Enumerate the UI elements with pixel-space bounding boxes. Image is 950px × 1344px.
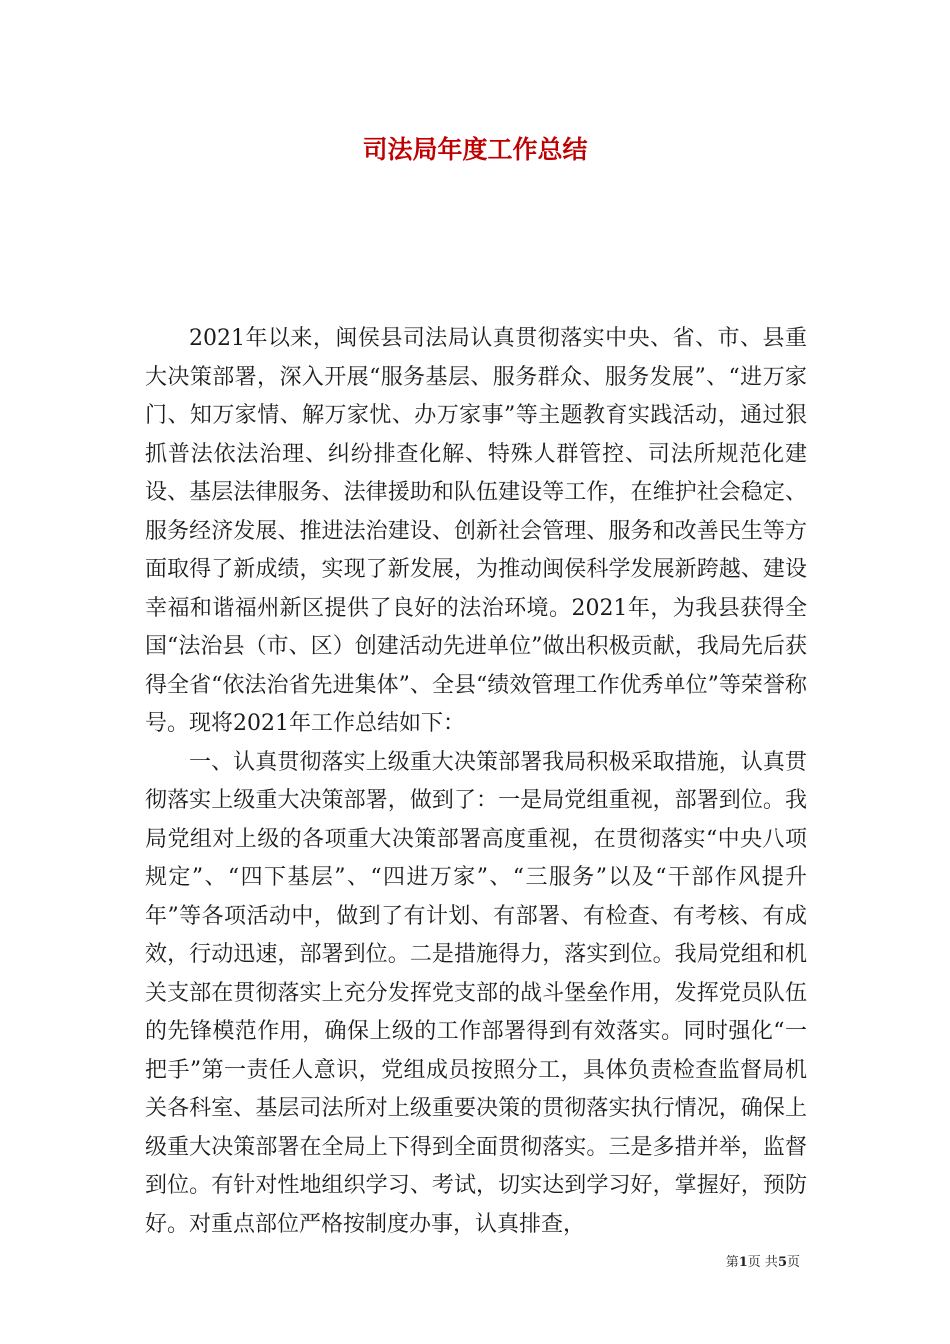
document-title: 司法局年度工作总结 (362, 135, 588, 164)
footer-total-pages: 5 (777, 1255, 787, 1270)
page-number-footer (726, 1251, 800, 1270)
footer-middle: 页 共 (747, 1255, 778, 1270)
footer-suffix: 页 (786, 1255, 800, 1270)
paragraph-intro: 2021年以来，闽侯县司法局认真贯彻落实中央、省、市、县重大决策部署，深入开展“服务基层、服务群众、服务发展”、“进万家门、知万家情、解万家忧、办万家事”等主题教育实践活动，通过狠抓普法依法治理、纠纷排查化解、特殊人群管控、司法所规范化建设、基层法律服务、法律援助和队伍建设等工作，在维护社会稳定、服务经济发展、推进法治建设、创新社会管理、服务和改善民生等方面取得了新成绩，实现了新发展，为推动闽侯科学发展新跨越、建设幸福和谐福州新区提供了良好的法治环境。2021年，为我县获得全国“法治县（市、区）创建活动先进单位”做出积极贡献，我局先后获得全省“依法治省先进集体”、全县“绩效管理工作优秀单位”等荣誉称号。现将2021年工作总结如下： (145, 326, 807, 736)
document-body (145, 320, 807, 1244)
footer-current-page: 1 (738, 1255, 748, 1270)
paragraph-section-one: 一、认真贯彻落实上级重大决策部署我局积极采取措施，认真贯彻落实上级重大决策部署，做到了：一是局党组重视，部署到位。我局党组对上级的各项重大决策部署高度重视，在贯彻落实“中央八项规定”、“四下基层”、“四进万家”、“三服务”以及“干部作风提升年”等各项活动中，做到了有计划、有部署、有检查、有考核、有成效，行动迅速，部署到位。二是措施得力，落实到位。我局党组和机关支部在贯彻落实上充分发挥党支部的战斗堡垒作用，发挥党员队伍的先锋模范作用，确保上级的工作部署得到有效落实。同时强化“一把手”第一责任人意识，党组成员按照分工，具体负责检查监督局机关各科室、基层司法所对上级重要决策的贯彻落实执行情况，确保上级重大决策部署在全局上下得到全面贯彻落实。三是多措并举，监督到位。有针对性地组织学习、考试，切实达到学习好，掌握好，预防好。对重点部位严格按制度办事，认真排查， (145, 749, 807, 1237)
footer-prefix: 第 (725, 1255, 739, 1270)
